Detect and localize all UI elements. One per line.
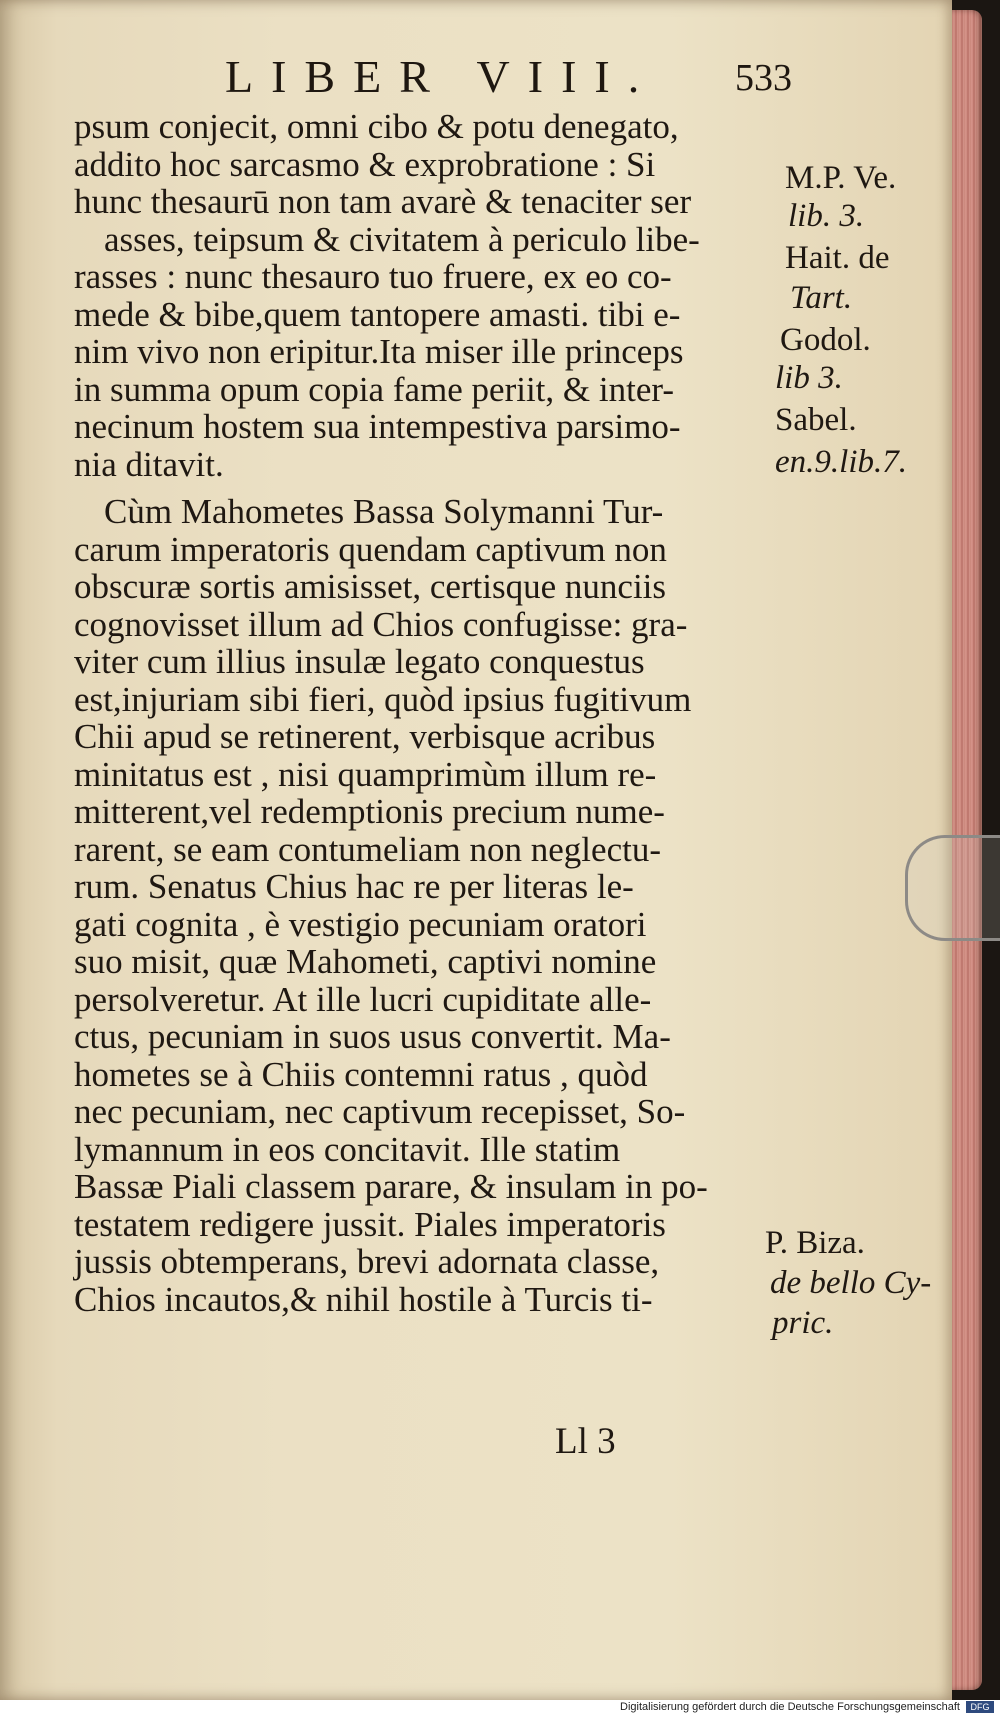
signature-mark: Ll 3 (555, 1421, 616, 1462)
text-line: rum. Senatus Chius hac re per literas le- (74, 867, 634, 906)
text-line: Bassæ Piali classem parare, & insulam in po- (74, 1167, 708, 1206)
text-line: ctus, pecuniam in suos usus convertit. Ma- (74, 1017, 671, 1056)
text-line: Chios incautos,& nihil hostile à Turcis ti- (74, 1279, 653, 1319)
text-line: mede & bibe,quem tantopere amasti. tibi e- (74, 294, 681, 334)
text-line: nim vivo non eripitur.Ita miser ille princeps (74, 332, 684, 371)
margin-note-p-biza: P. Biza. (765, 1225, 865, 1261)
text-line: hometes se à Chiis contemni ratus , quòd (74, 1054, 648, 1094)
text-line: persolveretur. At ille lucri cupiditate alle- (74, 979, 652, 1019)
page-number: 533 (735, 57, 792, 99)
margin-note-hait: Hait. de (785, 240, 890, 276)
book-clamp (905, 835, 1000, 941)
margin-note-p-biza-ref-cont: pric. (772, 1305, 834, 1341)
digitization-footer (0, 1700, 1000, 1715)
margin-note-sabel: Sabel. (775, 402, 857, 438)
text-line: rasses : nunc thesauro tuo fruere, ex eo co- (74, 257, 672, 296)
funding-credit: Digitalisierung gefördert durch die Deutsche Forschungsgemeinschaft (620, 1701, 960, 1713)
text-line: suo misit, quæ Mahometi, captivi nomine (74, 942, 657, 981)
text-line: gati cognita , è vestigio pecuniam oratori (74, 904, 647, 944)
text-line: rarent, se eam contumeliam non neglectu- (74, 829, 661, 869)
margin-note-sabel-ref: en.9.lib.7. (775, 444, 907, 480)
text-line: lymannum in eos concitavit. Ille statim (74, 1129, 621, 1169)
margin-note-godol: Godol. (780, 322, 871, 358)
text-line: addito hoc sarcasmo & exprobratione : Si (74, 144, 656, 184)
text-line: viter cum illius insulæ legato conquestus (74, 642, 645, 681)
text-line: jussis obtemperans, brevi adornata classe, (74, 1242, 660, 1281)
paragraph-start-line: Cùm Mahometes Bassa Solymanni Tur- (104, 492, 664, 531)
text-line: est,injuriam sibi fieri, quòd ipsius fugitivum (74, 679, 692, 719)
text-line: nia ditavit. (74, 444, 224, 484)
text-line: nec pecuniam, nec captivum recepisset, So- (74, 1092, 686, 1131)
text-line: in summa opum copia fame periit, & inter- (74, 369, 674, 409)
margin-note-godol-ref: lib 3. (775, 360, 843, 396)
text-line: necinum hostem sua intempestiva parsimo- (74, 407, 681, 446)
margin-note-p-biza-ref: de bello Cy- (770, 1265, 932, 1301)
text-line: obscuræ sortis amisisset, certisque nunciis (74, 567, 667, 606)
text-line: psum conjecit, omni cibo & potu denegato, (74, 107, 679, 146)
text-line: carum imperatoris quendam captivum non (74, 529, 667, 569)
text-line: mitterent,vel redemptionis precium nume- (74, 792, 665, 831)
body-text (74, 108, 774, 1318)
margin-note-mp-ve: M.P. Ve. (785, 160, 897, 196)
text-line: Chii apud se retinerent, verbisque acribus (74, 717, 656, 756)
running-head: LIBER VIII. (225, 51, 658, 102)
text-line: cognovisset illum ad Chios confugisse: gra- (74, 604, 688, 644)
text-line: testatem redigere jussit. Piales imperatoris (74, 1204, 666, 1244)
text-line: asses, teipsum & civitatem à periculo libe- (104, 219, 700, 259)
text-line: minitatus est , nisi quamprimùm illum re- (74, 754, 657, 794)
text-line: hunc thesaurū non tam avarè & tenaciter ser (74, 182, 692, 221)
dfg-logo: DFG (966, 1701, 994, 1713)
margin-note-mp-ve-ref: lib. 3. (788, 198, 865, 234)
margin-note-hait-ref: Tart. (790, 280, 853, 316)
